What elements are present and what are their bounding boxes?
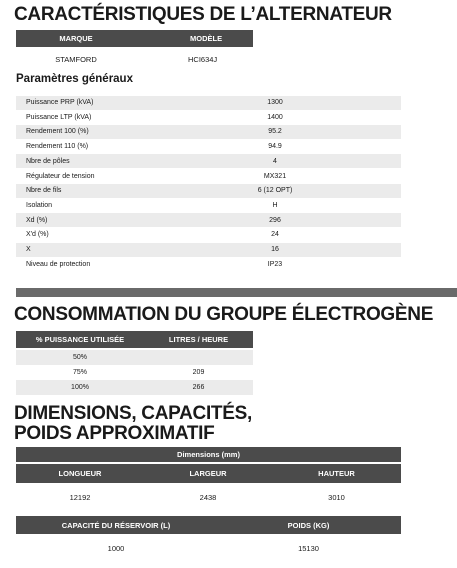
parameter-value: 1300: [267, 99, 283, 107]
liters-per-hour: 209: [192, 369, 205, 377]
brand-value: STAMFORD: [55, 54, 97, 64]
alternator-title: CARACTÉRISTIQUES DE L’ALTERNATEUR: [14, 4, 392, 25]
parameter-row: [16, 169, 401, 183]
parameter-label: X: [26, 246, 31, 254]
parameter-value: 95.2: [268, 128, 282, 136]
parameter-row: [16, 228, 401, 242]
parameter-row: [16, 140, 401, 154]
consumption-row: [16, 350, 253, 365]
dimensions-values-row: [16, 489, 401, 505]
parameter-row: [16, 257, 401, 271]
parameter-label: Isolation: [26, 201, 53, 209]
consumption-header: [16, 331, 253, 348]
power-column-header: % PUISSANCE UTILISÉE: [35, 335, 125, 344]
parameter-value: 94.9: [268, 143, 282, 151]
weight-value: 15130: [298, 543, 319, 553]
height-column-header: HAUTEUR: [318, 469, 355, 478]
parameter-row: [16, 213, 401, 227]
parameter-value: 296: [269, 216, 281, 224]
height-value: 3010: [328, 492, 345, 502]
parameter-label: Régulateur de tension: [26, 172, 95, 180]
dimensions-column-headers: [16, 464, 401, 483]
parameter-row: [16, 96, 401, 110]
dimensions-title-line2: POIDS APPROXIMATIF: [14, 423, 215, 444]
parameter-row: [16, 110, 401, 124]
brand-column-header: MARQUE: [59, 34, 93, 43]
power-percentage: 100%: [71, 384, 89, 392]
parameter-label: Nbre de fils: [26, 187, 62, 195]
model-value: HCI634J: [188, 54, 218, 64]
parameter-value: 1400: [267, 113, 283, 121]
consumption-row: [16, 365, 253, 380]
parameter-label: Nbre de pôles: [26, 157, 70, 165]
liters-per-hour: 266: [192, 384, 205, 392]
weight-column-header: POIDS (KG): [287, 520, 330, 530]
consumption-title: CONSOMMATION DU GROUPE ÉLECTROGÈNE: [14, 304, 434, 325]
parameter-label: Rendement 110 (%): [26, 143, 89, 151]
parameter-label: X'd (%): [26, 231, 49, 239]
parameter-label: Niveau de protection: [26, 260, 91, 268]
model-column-header: MODÈLE: [190, 34, 223, 43]
length-column-header: LONGUEUR: [58, 469, 102, 478]
parameter-label: Puissance LTP (kVA): [26, 113, 92, 121]
capacity-weight-values-row: [16, 540, 401, 556]
length-value: 12192: [69, 492, 91, 502]
tank-capacity-column-header: CAPACITÉ DU RÉSERVOIR (L): [61, 520, 171, 530]
parameter-value: IP23: [267, 260, 283, 268]
dimensions-header: [16, 447, 401, 462]
parameter-label: Rendement 100 (%): [26, 128, 89, 136]
parameter-label: Xd (%): [26, 216, 48, 224]
parameter-value: 24: [271, 231, 279, 239]
parameter-value: MX321: [263, 172, 287, 180]
dimensions-title-line1: DIMENSIONS, CAPACITÉS,: [14, 403, 252, 424]
consumption-row: [16, 380, 253, 395]
power-percentage: 50%: [72, 353, 87, 361]
parameter-value: 16: [271, 246, 279, 254]
dimensions-header-label: Dimensions (mm): [177, 450, 240, 459]
general-parameters-title: Paramètres généraux: [16, 73, 133, 85]
capacity-weight-header: [16, 516, 401, 534]
parameter-row: [16, 243, 401, 257]
alternator-header: [16, 30, 253, 47]
width-column-header: LARGEUR: [189, 469, 227, 478]
power-percentage: 75%: [72, 369, 87, 377]
parameter-value: H: [272, 201, 278, 209]
parameter-row: [16, 198, 401, 212]
section-divider: [16, 288, 457, 297]
parameter-value: 6 (12 OPT): [257, 187, 293, 195]
parameter-value: 4: [273, 157, 277, 165]
parameter-row: [16, 184, 401, 198]
alternator-values-row: [16, 52, 253, 66]
parameter-row: [16, 125, 401, 139]
tank-capacity-value: 1000: [107, 543, 125, 553]
width-value: 2438: [199, 492, 217, 502]
parameter-label: Puissance PRP (kVA): [26, 99, 94, 107]
parameter-row: [16, 154, 401, 168]
liters-column-header: LITRES / HEURE: [168, 335, 229, 344]
